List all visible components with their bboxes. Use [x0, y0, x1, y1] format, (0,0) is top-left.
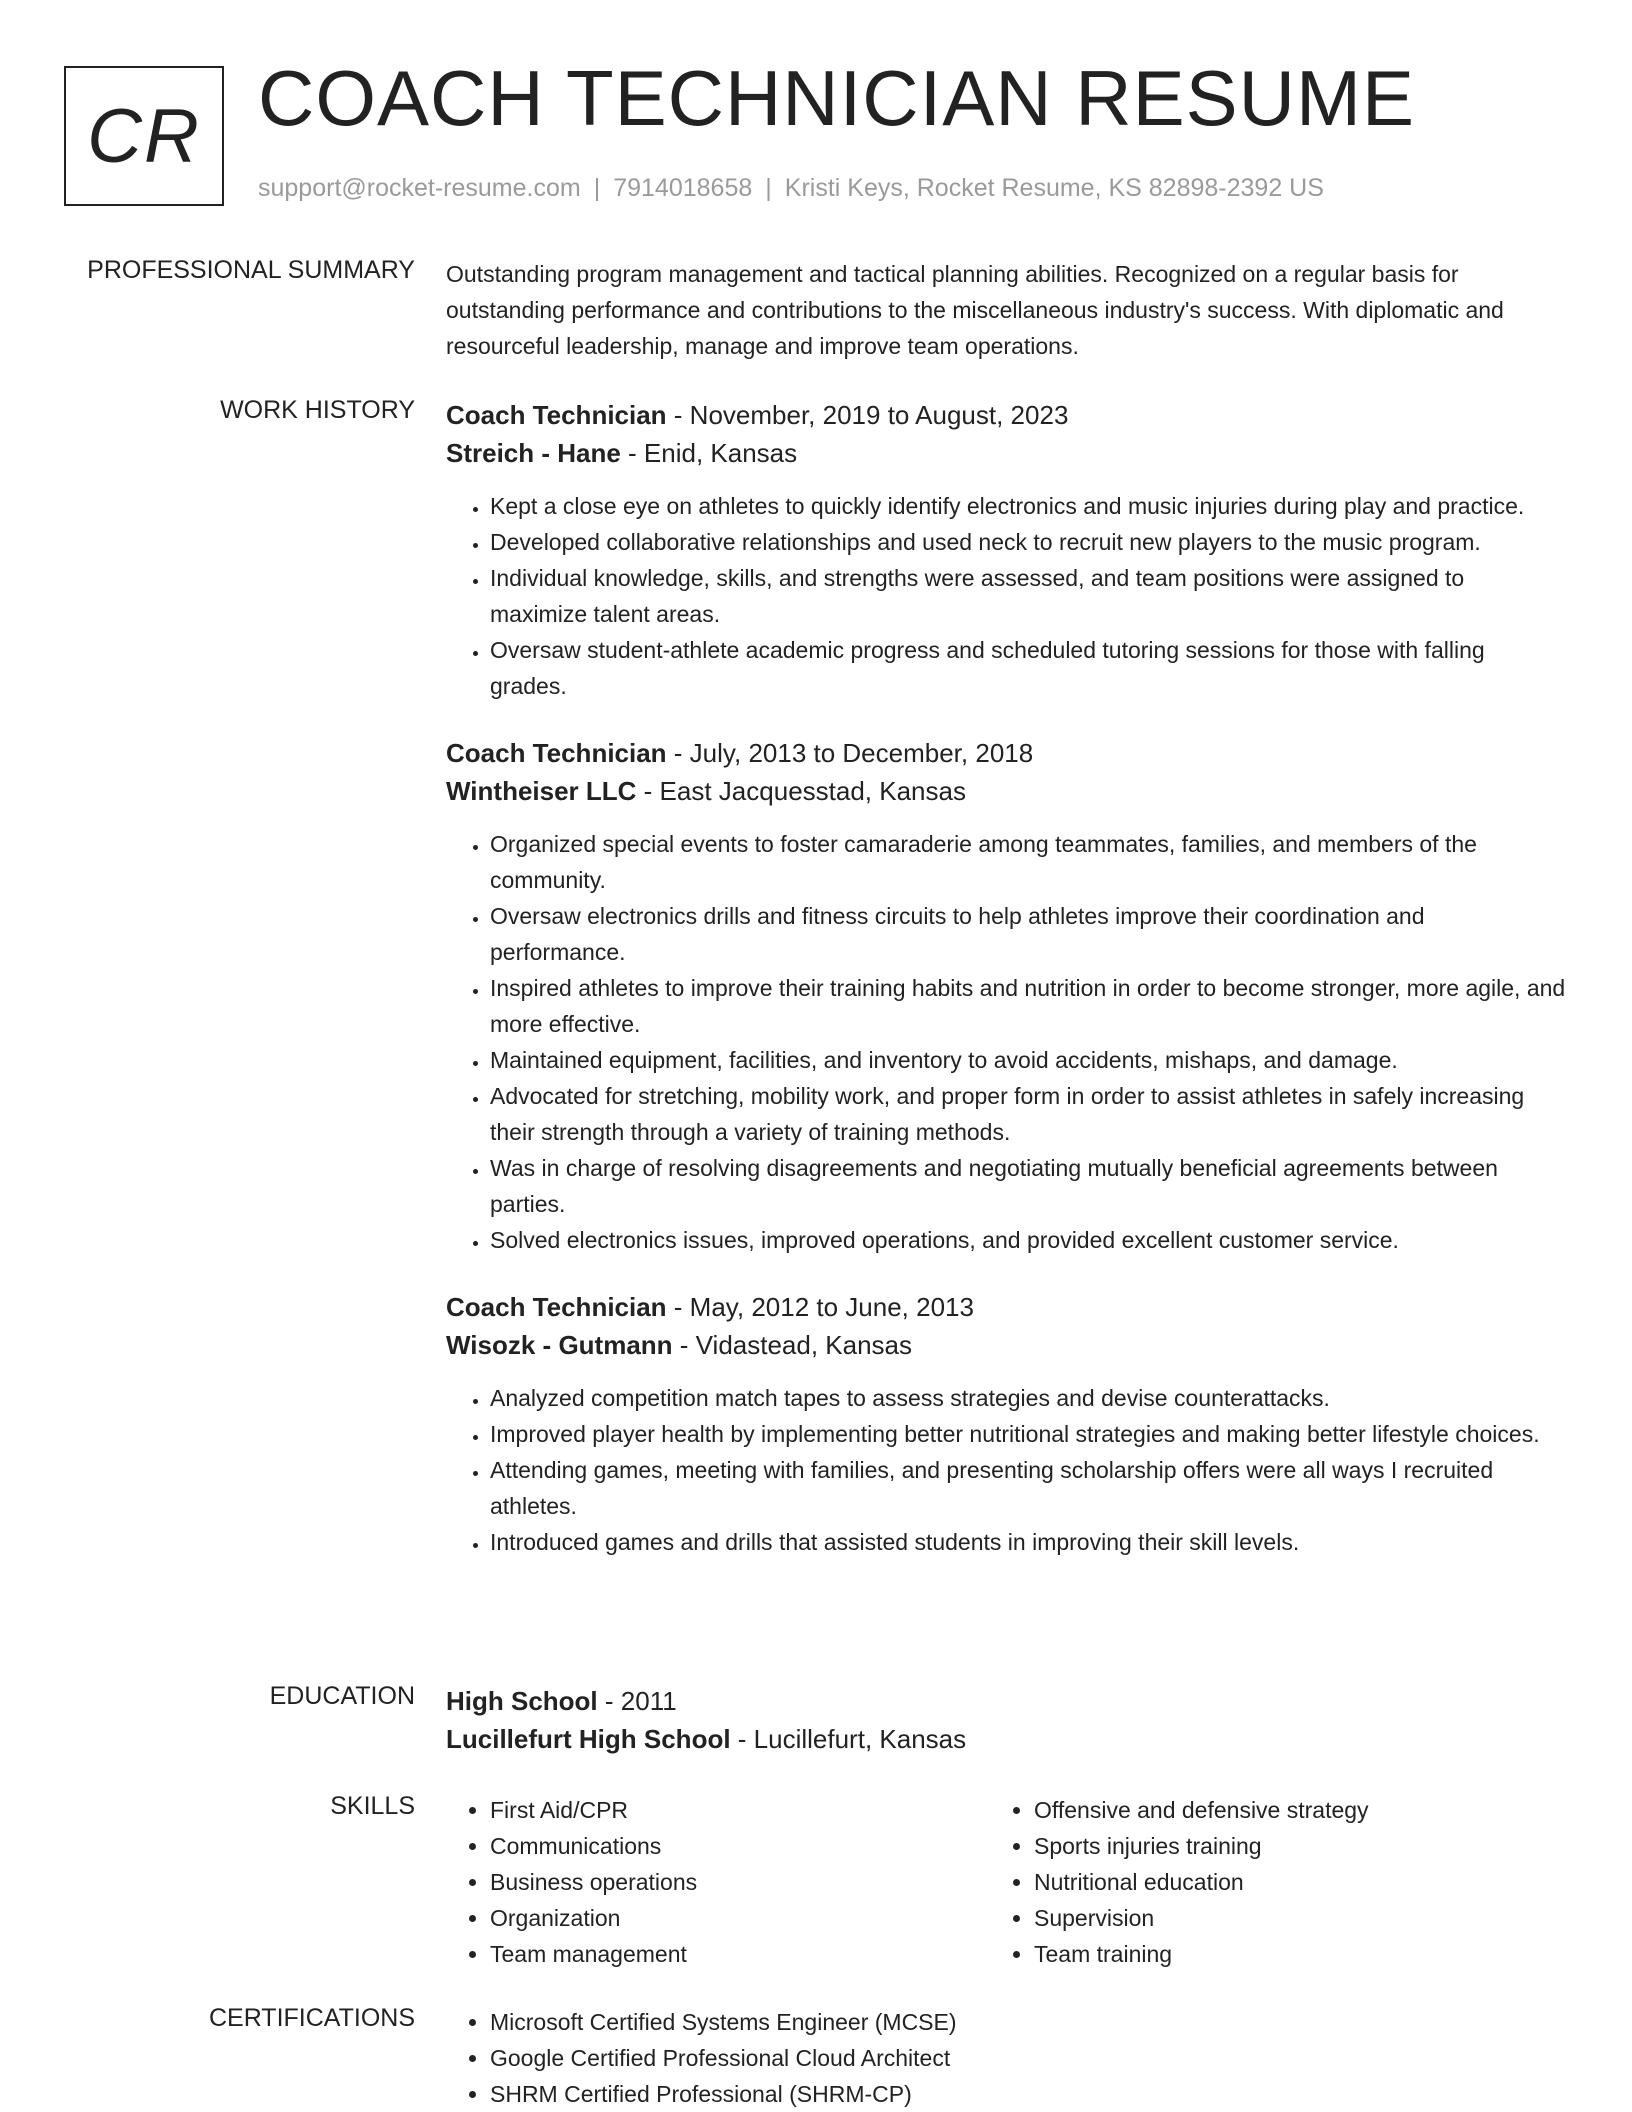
skill-item: • Nutritional education: [1034, 1864, 1534, 1900]
section-label: WORK HISTORY: [220, 396, 415, 424]
job-entry: [446, 734, 1566, 1258]
contact-email: support@rocket-resume.com: [258, 174, 581, 202]
job-bullet: • Analyzed competition match tapes to assess strategies and devise counterattacks.: [490, 1380, 1566, 1416]
contact-address: Kristi Keys, Rocket Resume, KS 82898-2392 US: [784, 174, 1324, 202]
education-year: - 2011: [597, 1686, 677, 1716]
summary-text: Outstanding program management and tactical planning abilities. Recognized on a regular basis for outstanding performance and contributions to the miscellaneous industry's success. With diplomatic and resourceful leadership, manage and improve team operations.: [446, 261, 1504, 359]
skill-item: • Offensive and defensive strategy: [1034, 1792, 1534, 1828]
job-bullet: • Attending games, meeting with families, and presenting scholarship offers were all ways I recruited athletes.: [490, 1452, 1566, 1524]
skill-item: • Supervision: [1034, 1900, 1534, 1936]
skill-item: • First Aid/CPR: [490, 1792, 990, 1828]
job-company: Wisozk - Gutmann: [446, 1330, 673, 1360]
certifications-body: [446, 2004, 1566, 2112]
job-dates: - May, 2012 to June, 2013: [666, 1292, 974, 1322]
job-bullet: • Advocated for stretching, mobility work, and proper form in order to assist athletes in safely increasing their strength through a variety of training methods.: [490, 1078, 1566, 1150]
job-bullet: • Introduced games and drills that assisted students in improving their skill levels.: [490, 1524, 1566, 1560]
job-title: Coach Technician: [446, 738, 667, 768]
resume-title: COACH TECHNICIAN RESUME: [258, 54, 1416, 142]
job-bullet: • Individual knowledge, skills, and strengths were assessed, and team positions were assigned to maximize talent areas.: [490, 560, 1566, 632]
skill-item: • Sports injuries training: [1034, 1828, 1534, 1864]
job-title-line: [446, 396, 1566, 434]
job-bullet: • Developed collaborative relationships and used neck to recruit new players to the music program.: [490, 524, 1566, 560]
contact-separator: |: [593, 174, 601, 202]
work-body: [446, 396, 1566, 1590]
section-label: CERTIFICATIONS: [208, 2004, 415, 2032]
education-school-line: [446, 1720, 1566, 1758]
job-location: - Vidastead, Kansas: [672, 1330, 913, 1360]
job-location: - East Jacquesstad, Kansas: [636, 776, 966, 806]
job-title-line: [446, 734, 1566, 772]
job-company-line: [446, 772, 1566, 810]
job-dates: - July, 2013 to December, 2018: [666, 738, 1034, 768]
job-bullet: • Was in charge of resolving disagreements and negotiating mutually beneficial agreements between parties.: [490, 1150, 1566, 1222]
education-body: [446, 1682, 1566, 1758]
skill-item: • Team management: [490, 1936, 990, 1972]
section-label: SKILLS: [330, 1792, 415, 1820]
education-location: - Lucillefurt, Kansas: [730, 1724, 967, 1754]
job-company: Streich - Hane: [446, 438, 621, 468]
job-company: Wintheiser LLC: [446, 776, 637, 806]
skills-list-right: [990, 1792, 1534, 1972]
summary-body: [446, 256, 1566, 364]
job-entry: [446, 1288, 1566, 1560]
job-entry: [446, 396, 1566, 704]
skill-item: • Communications: [490, 1828, 990, 1864]
certification-item: • SHRM Certified Professional (SHRM-CP): [490, 2076, 1566, 2112]
skills-body: [446, 1792, 1566, 1972]
job-bullet: • Improved player health by implementing better nutritional strategies and making better lifestyle choices.: [490, 1416, 1566, 1452]
skill-item: • Business operations: [490, 1864, 990, 1900]
job-bullet: • Inspired athletes to improve their training habits and nutrition in order to become stronger, more agile, and more effective.: [490, 970, 1566, 1042]
contact-separator: |: [765, 174, 772, 202]
job-dates: - November, 2019 to August, 2023: [666, 400, 1069, 430]
job-location: - Enid, Kansas: [620, 438, 798, 468]
job-bullet: • Maintained equipment, facilities, and inventory to avoid accidents, mishaps, and damage.: [490, 1042, 1566, 1078]
job-bullet: • Solved electronics issues, improved operations, and provided excellent customer service.: [490, 1222, 1566, 1258]
job-bullet: • Kept a close eye on athletes to quickly identify electronics and music injuries during play and practice.: [490, 488, 1566, 524]
job-bullet: • Oversaw electronics drills and fitness circuits to help athletes improve their coordination and performance.: [490, 898, 1566, 970]
education-degree-line: [446, 1682, 1566, 1720]
contact-phone: 7914018658: [613, 174, 753, 202]
skill-item: • Team training: [1034, 1936, 1534, 1972]
job-bullets: [446, 488, 1566, 704]
certifications-list: [446, 2004, 1566, 2112]
job-title: Coach Technician: [446, 1292, 667, 1322]
section-label: PROFESSIONAL SUMMARY: [87, 256, 415, 284]
certification-item: • Microsoft Certified Systems Engineer (MCSE): [490, 2004, 1566, 2040]
contact-line: [258, 174, 1324, 203]
job-bullets: [446, 1380, 1566, 1560]
education-degree: High School: [446, 1686, 598, 1716]
skill-item: • Organization: [490, 1900, 990, 1936]
job-company-line: [446, 434, 1566, 472]
job-company-line: [446, 1326, 1566, 1364]
monogram-logo: CR: [64, 66, 224, 206]
skills-list-left: [446, 1792, 990, 1972]
section-label: EDUCATION: [269, 1682, 415, 1710]
certification-item: • Google Certified Professional Cloud Architect: [490, 2040, 1566, 2076]
job-bullet: • Oversaw student-athlete academic progress and scheduled tutoring sessions for those with falling grades.: [490, 632, 1566, 704]
job-bullet: • Organized special events to foster camaraderie among teammates, families, and members of the community.: [490, 826, 1566, 898]
job-title: Coach Technician: [446, 400, 667, 430]
education-school: Lucillefurt High School: [446, 1724, 731, 1754]
job-title-line: [446, 1288, 1566, 1326]
job-bullets: [446, 826, 1566, 1258]
